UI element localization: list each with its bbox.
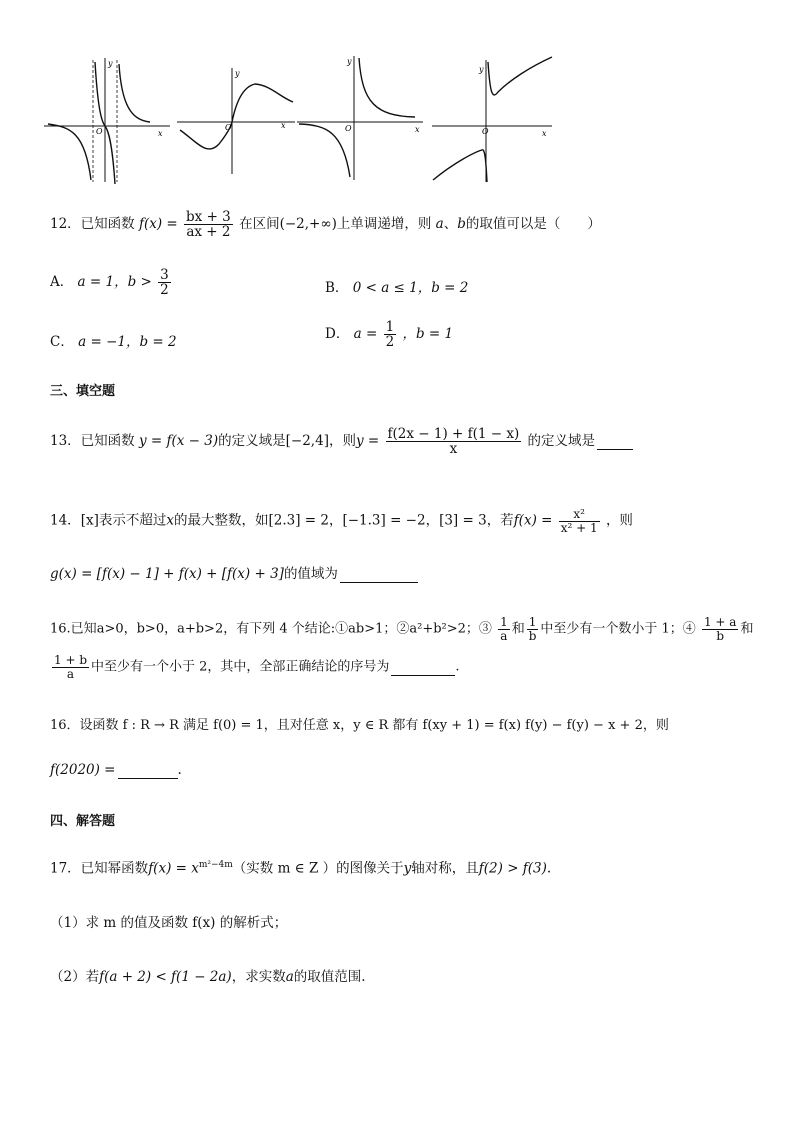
question-13: 13．已知函数 y = f(x − 3)的定义域是[−2,4]，则y = $\frac{f(2x - 1) + f(1 - x)}{x}$ 的定义域是 [50, 427, 633, 456]
graph-b [175, 52, 300, 187]
section-3-heading: 三、填空题 [50, 384, 116, 399]
y-axis-label: y [108, 59, 113, 68]
q12-option-d[interactable]: D． a = $\frac{1}{2}$ ，b = 1 [325, 319, 454, 351]
y-axis-label: y [235, 69, 240, 78]
question-16a-line-1: 16.已知a>0，b>0，a+b>2，有下列 4 个结论:①ab>1；②a²+b²>2；③ $\frac{1}{a}$ 和 $\frac{1}{b}$ 中至少有一个数小于 1；④ $\frac{1 + a}{b}$ 和 [50, 615, 754, 643]
x-axis-label: x [158, 129, 163, 138]
q12-option-b[interactable]: B． 0 < a ≤ 1，b = 2 [325, 280, 469, 296]
y-axis-label: y [479, 65, 484, 74]
question-17-part-1: （1）求 m 的值及函数 f(x) 的解析式； [50, 915, 288, 931]
section-4-heading: 四、解答题 [50, 814, 116, 829]
answer-blank[interactable] [118, 762, 178, 779]
question-16b-line-1: 16．设函数 f : R → R 满足 f(0) = 1，且对任意 x，y ∈ R 都有 f(xy + 1) = f(x) f(y) − f(y) − x + 2，则 [50, 718, 669, 733]
origin-label: O [345, 124, 352, 133]
q14-fraction: $\frac{\text{x²}}{\text{x² + 1}}$ [560, 507, 598, 535]
answer-blank[interactable] [340, 566, 418, 583]
question-14-line-2: g(x) = [f(x) − 1] + f(x) + [f(x) + 3]的值域为 [50, 566, 418, 583]
question-16b-line-2: f(2020) = . [50, 762, 182, 778]
question-17-part-2: （2）若f(a + 2) < f(1 − 2a)，求实数a的取值范围. [50, 969, 366, 985]
answer-blank[interactable] [391, 660, 455, 677]
origin-label: O [482, 127, 489, 136]
q12-option-a[interactable]: A． a = 1，b > $\frac{3}{2}$ [50, 267, 169, 299]
question-17: 17．已知幂函数$f(x) = x^{m^2-4m}$（实数 m ∈ Z ）的图像关于y轴对称，且f(2) > f(3). [50, 860, 552, 877]
question-14-line-1: 14．[x]表示不超过x的最大整数，如[2.3] = 2，[−1.3] = −2，[3] = 3，若f(x) = $\frac{\text{x²}}{\text{x² + 1}}$ ，则 [50, 507, 633, 535]
x-axis-label: x [542, 129, 547, 138]
q12-option-c[interactable]: C． a = −1，b = 2 [50, 334, 177, 350]
question-16a-line-2: $\frac{1 + b}{a}$ 中至少有一个小于 2，其中，全部正确结论的序号为 . [54, 653, 460, 681]
graph-c [295, 52, 430, 187]
graph-options-row [40, 52, 560, 192]
graph-d [430, 52, 560, 187]
question-12: 12．已知函数 f(x) = $\frac{bx + 3}{ax + 2}$ 在区间(−2,+∞)上单调递增，则 a、b的取值可以是（ ） [50, 209, 601, 241]
origin-label: O [225, 123, 232, 132]
graph-a [40, 52, 175, 187]
y-axis-label: y [347, 57, 352, 66]
x-axis-label: x [415, 125, 420, 134]
answer-blank[interactable] [597, 433, 633, 450]
q12-fraction: $\frac{bx + 3}{ax + 2}$ [186, 209, 231, 241]
origin-label: O [96, 127, 103, 136]
x-axis-label: x [281, 121, 286, 130]
q13-fraction: $\frac{f(2x - 1) + f(1 - x)}{x}$ [387, 426, 520, 458]
